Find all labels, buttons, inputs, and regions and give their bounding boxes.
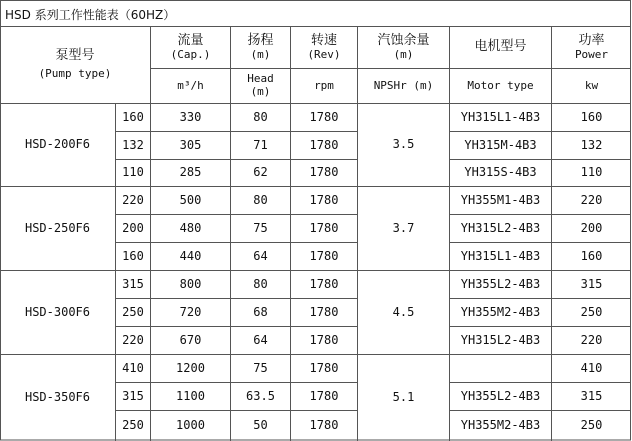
header-head-unit-2: (m) (250, 85, 271, 98)
flow-cell: 1100 (176, 388, 205, 403)
header-head-unit (231, 69, 290, 103)
header-head (231, 27, 290, 68)
impeller-cell: 132 (122, 137, 144, 152)
speed-cell: 1780 (309, 417, 339, 432)
header-speed (291, 27, 357, 68)
speed-cell: 1780 (309, 137, 339, 152)
speed-cell: 1780 (309, 220, 339, 235)
head-cell: 75 (253, 220, 268, 235)
motor-cell: YH355L2-4B3 (460, 388, 541, 403)
power-cell: 160 (580, 109, 603, 124)
flow-cell: 480 (179, 220, 202, 235)
speed-cell: 1780 (309, 248, 339, 263)
speed-cell: 1780 (309, 332, 339, 347)
impeller-cell: 200 (122, 220, 144, 235)
head-cell: 50 (253, 417, 268, 432)
head-cell: 80 (253, 276, 268, 291)
power-cell: 220 (580, 192, 603, 207)
pump-model-cell: HSD-350F6 (24, 389, 91, 404)
speed-cell: 1780 (309, 192, 339, 207)
header-head-en: (m) (250, 47, 271, 61)
header-head-cn: 扬程 (247, 32, 274, 48)
impeller-cell: 220 (122, 332, 144, 347)
speed-cell: 1780 (309, 360, 339, 375)
header-flow-unit: m³/h (177, 78, 204, 92)
npsh-cell: 4.5 (392, 304, 415, 319)
motor-cell: YH315L1-4B3 (460, 248, 541, 263)
header-power-en: Power (574, 47, 609, 61)
flow-cell: 500 (179, 192, 202, 207)
head-cell: 80 (253, 192, 268, 207)
header-pump-type-cn: 泵型号 (55, 48, 95, 64)
pump-model-cell: HSD-250F6 (24, 220, 91, 235)
flow-cell: 670 (179, 332, 202, 347)
motor-cell: YH315M-4B3 (464, 137, 537, 152)
power-cell: 200 (580, 220, 603, 235)
flow-cell: 285 (179, 165, 202, 180)
flow-cell: 1000 (176, 417, 205, 432)
pump-model-cell: HSD-300F6 (24, 304, 91, 319)
impeller-cell: 110 (122, 165, 144, 180)
power-cell: 160 (580, 248, 603, 263)
header-speed-en: (Rev) (307, 47, 341, 61)
speed-cell: 1780 (309, 109, 339, 124)
impeller-cell: 315 (122, 276, 144, 291)
flow-cell: 1200 (176, 360, 205, 375)
header-npsh-unit: NPSHr (m) (373, 78, 434, 92)
power-cell: 250 (580, 417, 603, 432)
motor-cell (450, 355, 551, 382)
motor-cell: YH315L1-4B3 (460, 109, 541, 124)
npsh-cell: 3.7 (392, 220, 415, 235)
impeller-cell: 220 (122, 192, 144, 207)
pump-model-cell: HSD-200F6 (24, 137, 91, 152)
speed-cell: 1780 (309, 304, 339, 319)
flow-cell: 800 (179, 276, 202, 291)
header-npsh-cn: 汽蚀余量 (377, 32, 430, 48)
header-speed-cn: 转速 (310, 32, 337, 48)
header-flow-en: (Cap.) (170, 47, 211, 61)
head-cell: 62 (253, 165, 268, 180)
header-pump-type-en: (Pump type) (38, 67, 112, 81)
table-title: HSD 系列工作性能表（60HZ） (5, 8, 176, 22)
motor-cell: YH355M1-4B3 (460, 192, 541, 207)
header-npsh-en: (m) (393, 47, 414, 61)
head-cell: 68 (253, 304, 268, 319)
header-motor-cn: 电机型号 (474, 39, 527, 55)
head-cell: 64 (253, 248, 268, 263)
power-cell: 250 (580, 304, 603, 319)
head-cell: 80 (253, 109, 268, 124)
motor-cell: YH315L2-4B3 (460, 220, 541, 235)
flow-cell: 305 (179, 137, 202, 152)
header-pump-type (0, 27, 150, 103)
motor-cell: YH315L2-4B3 (460, 332, 541, 347)
impeller-cell: 160 (122, 248, 144, 263)
power-cell: 110 (580, 165, 603, 180)
header-power (552, 27, 631, 68)
head-cell: 63.5 (246, 388, 275, 403)
speed-cell: 1780 (309, 276, 339, 291)
head-cell: 71 (253, 137, 268, 152)
power-cell: 220 (580, 332, 603, 347)
motor-cell: YH315S-4B3 (464, 165, 537, 180)
head-cell: 64 (253, 332, 268, 347)
header-npsh (358, 27, 449, 68)
flow-cell: 720 (179, 304, 202, 319)
header-motor (450, 27, 551, 68)
power-cell: 315 (580, 388, 603, 403)
impeller-cell: 250 (122, 304, 144, 319)
power-cell: 315 (580, 276, 603, 291)
header-motor-unit: Motor type (467, 78, 534, 92)
flow-cell: 330 (179, 109, 202, 124)
npsh-cell: 3.5 (392, 137, 415, 152)
header-head-unit-1: Head (247, 72, 274, 86)
header-flow-cn: 流量 (177, 32, 204, 48)
header-power-unit: kw (584, 78, 599, 92)
header-flow (151, 27, 230, 68)
flow-cell: 440 (179, 248, 202, 263)
impeller-cell: 410 (122, 360, 144, 375)
motor-cell: YH355M2-4B3 (460, 304, 541, 319)
power-cell: 132 (580, 137, 603, 152)
speed-cell: 1780 (309, 165, 339, 180)
motor-cell: YH355M2-4B3 (460, 417, 541, 432)
header-power-cn: 功率 (578, 32, 605, 48)
head-cell: 75 (253, 360, 268, 375)
npsh-cell: 5.1 (392, 389, 415, 404)
header-speed-unit: rpm (314, 78, 334, 92)
impeller-cell: 160 (122, 109, 144, 124)
impeller-cell: 250 (122, 417, 144, 432)
motor-cell: YH355L2-4B3 (460, 276, 541, 291)
speed-cell: 1780 (309, 388, 339, 403)
impeller-cell: 315 (122, 388, 144, 403)
power-cell: 410 (580, 360, 603, 375)
